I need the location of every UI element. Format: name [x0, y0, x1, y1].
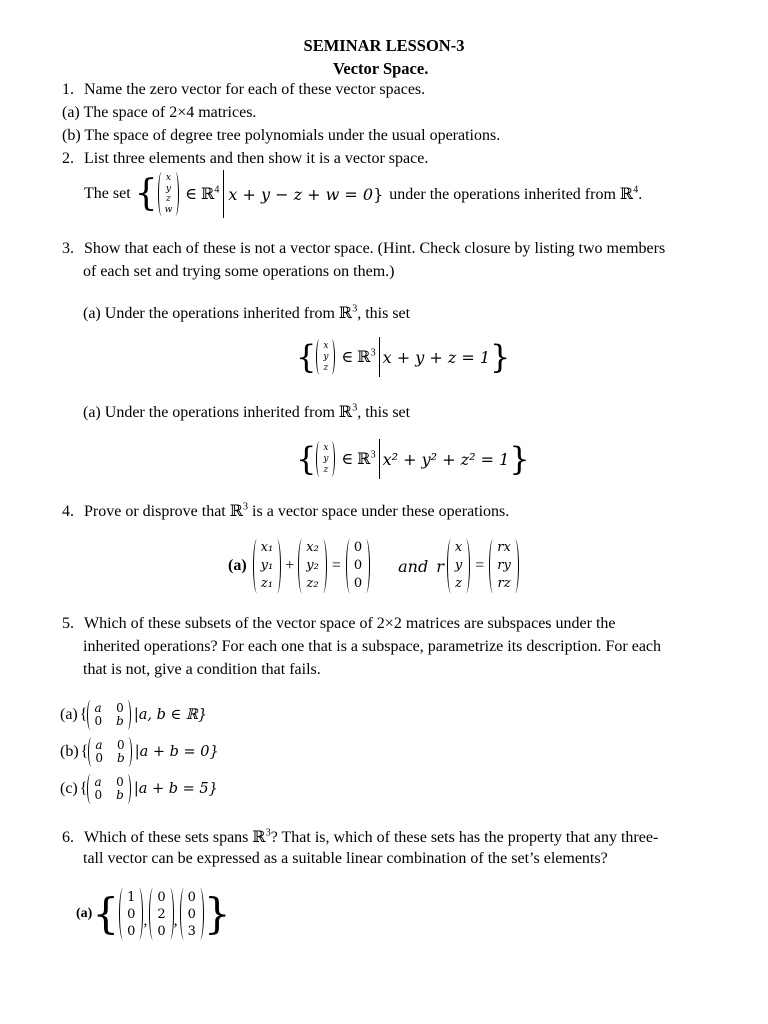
- matrix-entry: 0: [116, 775, 124, 790]
- member-symbol: ∈ ℝ: [341, 349, 371, 366]
- comma: ,: [143, 912, 148, 929]
- question-number: 6.: [62, 829, 74, 846]
- vector-entry: w: [164, 204, 173, 215]
- left-brace: {: [79, 706, 88, 723]
- part-tail: , this set: [357, 404, 411, 421]
- text-post: is a vector space under these operations.: [248, 503, 510, 520]
- question-text: [84, 829, 658, 846]
- part-label: (a) Under the operations inherited from ℝ: [83, 404, 353, 421]
- and-word: and: [398, 556, 429, 576]
- vector-entry: 3: [187, 923, 196, 939]
- membership: [185, 184, 219, 204]
- part-tail: , this set: [357, 305, 411, 322]
- item-condition: |a + b = 0}: [134, 744, 219, 760]
- vector-entry: z₂: [306, 576, 319, 591]
- question-text: Show that each of these is not a vector space. (Hint. Check closure by listing two members: [84, 240, 666, 257]
- comma: ,: [173, 912, 178, 929]
- vector-entry: 0: [157, 923, 166, 939]
- set-suffix: [389, 184, 642, 204]
- vector-entry: 0: [353, 558, 363, 573]
- such-that-bar: [223, 170, 224, 218]
- left-brace: {: [79, 780, 88, 797]
- right-paren: [196, 888, 204, 940]
- left-paren: [119, 888, 127, 940]
- such-that-bar: [379, 337, 380, 377]
- set-prefix: The set: [84, 185, 131, 202]
- vector-3: [455, 539, 462, 593]
- set-condition: x + y + z = 1: [382, 347, 490, 367]
- vector-entry: 0: [353, 540, 363, 555]
- part-exponent: 3: [352, 402, 358, 414]
- right-paren: [273, 539, 281, 593]
- question-4: [62, 501, 509, 521]
- q4-operations: [228, 537, 519, 595]
- member-exponent: 3: [370, 347, 376, 359]
- vector-entry: z: [166, 194, 171, 204]
- member-exponent: 3: [370, 449, 376, 461]
- vector-entry: x: [454, 540, 463, 555]
- suffix-exponent: 4: [633, 184, 639, 196]
- vector-entry: 0: [353, 576, 363, 591]
- text-post: ? That is, which of these sets has the property that any three-: [270, 829, 659, 846]
- text-exponent: 3: [265, 827, 271, 839]
- suffix-text: under the operations inherited from ℝ: [389, 186, 634, 203]
- vector-entry: z: [323, 362, 329, 373]
- vector-1: [127, 889, 135, 940]
- such-that-bar: [379, 439, 380, 479]
- left-brace: {: [80, 743, 89, 760]
- left-brace: {: [134, 173, 158, 214]
- left-paren: [180, 888, 188, 940]
- question-3: [62, 240, 665, 258]
- q6-set-a: [76, 884, 231, 944]
- vector-entry: 0: [187, 906, 196, 922]
- q3a-set: [296, 335, 510, 379]
- matrix-entry: 0: [95, 751, 103, 765]
- left-paren: [87, 774, 94, 804]
- right-paren: [511, 539, 519, 593]
- right-paren: [166, 888, 174, 940]
- question-3a: [83, 303, 410, 323]
- question-3-continued: of each set and trying some operations on them.): [83, 263, 395, 280]
- left-brace: {: [92, 889, 120, 938]
- vector-entry: z₁: [260, 576, 273, 591]
- q3b-set: [296, 437, 530, 481]
- vector-entry: ry: [497, 558, 511, 573]
- right-brace: }: [373, 184, 384, 204]
- question-number: 2.: [62, 150, 74, 167]
- item-condition: |a, b ∈ ℝ}: [133, 707, 208, 723]
- question-3b: [83, 402, 410, 422]
- left-paren: [88, 737, 95, 767]
- question-text: Name the zero vector for each of these vector spaces.: [84, 81, 426, 98]
- question-5: [62, 615, 616, 633]
- question-number: 5.: [62, 615, 74, 632]
- left-brace: {: [296, 440, 317, 478]
- matrix-entry: 0: [116, 701, 124, 716]
- plus-sign: +: [285, 557, 295, 574]
- vector-2: [306, 539, 319, 593]
- matrix-entry: a: [94, 701, 102, 716]
- part-label: (a) Under the operations inherited from ℝ: [83, 305, 353, 322]
- vector-entry: y₁: [260, 558, 274, 573]
- vector-entry: y: [323, 351, 329, 362]
- right-brace: }: [203, 889, 231, 938]
- question-5-line-3: that is not, give a condition that fails.: [83, 661, 321, 678]
- zero-vector: [354, 539, 362, 593]
- right-paren: [362, 539, 370, 593]
- set-condition: x² + y² + z² = 1: [382, 449, 510, 469]
- right-paren: [328, 339, 335, 375]
- matrix-entry: 0: [94, 714, 103, 728]
- left-paren: [489, 539, 497, 593]
- question-number: 1.: [62, 81, 74, 98]
- left-paren: [447, 539, 455, 593]
- vector-entry: z: [455, 576, 462, 591]
- vector-entry: y₂: [306, 558, 319, 573]
- matrix-entry: b: [116, 714, 124, 728]
- question-text: Which of these subsets of the vector space of 2×2 matrices are subspaces under the: [84, 615, 616, 632]
- item-label: (c): [60, 780, 78, 797]
- right-brace: }: [509, 440, 530, 478]
- vector-entry: x: [323, 340, 329, 351]
- vector-entry: x: [165, 173, 171, 183]
- membership: [341, 449, 375, 469]
- part-label: (a): [76, 906, 93, 921]
- question-text: [84, 503, 509, 520]
- q5-item-c: [60, 771, 218, 807]
- right-paren: [462, 539, 470, 593]
- right-paren: [124, 700, 131, 730]
- equals-sign: =: [331, 557, 341, 574]
- q5-item-b: [60, 734, 219, 770]
- vector-entry: 0: [127, 923, 136, 939]
- page-title: SEMINAR LESSON-3: [303, 36, 465, 55]
- suffix-end: .: [638, 186, 643, 203]
- result-vector: [497, 539, 511, 593]
- matrix: [94, 702, 123, 727]
- vector-entry: rz: [497, 576, 511, 591]
- membership: [341, 347, 375, 367]
- vector-entry: x₂: [306, 540, 319, 555]
- vector-entry: z: [323, 464, 329, 475]
- item-condition: |a + b = 5}: [133, 781, 218, 797]
- question-5-line-2: inherited operations? For each one that is a subspace, parametrize its description. For each: [83, 638, 662, 655]
- left-brace: {: [296, 338, 317, 376]
- question-1a: (a) The space of 2×4 matrices.: [62, 104, 257, 121]
- item-label: (a): [60, 706, 78, 723]
- right-paren: [172, 172, 179, 216]
- page-subtitle: Vector Space.: [333, 59, 429, 78]
- matrix-entry: 0: [117, 738, 125, 753]
- part-exponent: 3: [352, 303, 358, 315]
- right-brace: }: [490, 338, 511, 376]
- question-2: [62, 150, 428, 168]
- left-paren: [346, 539, 354, 593]
- right-paren: [135, 888, 143, 940]
- question-1: [62, 81, 425, 99]
- matrix-entry: a: [94, 775, 102, 790]
- set-condition: x + y − z + w = 0: [228, 184, 374, 204]
- item-label: (b): [60, 743, 79, 760]
- member-symbol: ∈ ℝ: [185, 186, 215, 203]
- vector-entry: y: [165, 183, 171, 194]
- column-vector: [165, 173, 173, 215]
- vector-entry: 0: [187, 889, 196, 905]
- equals-sign: =: [475, 557, 485, 574]
- vector-entry: 0: [157, 889, 166, 905]
- question-1b: (b) The space of degree tree polynomials under the usual operations.: [62, 127, 501, 144]
- left-paren: [253, 539, 261, 593]
- matrix-entry: 0: [94, 788, 103, 802]
- vector-entry: y: [323, 453, 329, 464]
- member-symbol: ∈ ℝ: [341, 451, 371, 468]
- question-text: List three elements and then show it is a vector space.: [84, 150, 429, 167]
- vector-entry: 2: [157, 906, 166, 922]
- vector-entry: rx: [497, 540, 511, 555]
- vector-2: [157, 889, 165, 940]
- matrix: [94, 776, 123, 801]
- question-6-line-2: tall vector can be expressed as a suitable linear combination of the set’s elements?: [83, 850, 608, 867]
- vector-entry: 0: [127, 906, 136, 922]
- question-number: 3.: [62, 240, 74, 257]
- matrix-entry: b: [116, 788, 124, 802]
- vector-entry: 1: [127, 889, 136, 905]
- member-exponent: 4: [214, 184, 220, 196]
- right-paren: [124, 774, 131, 804]
- matrix-entry: b: [117, 751, 125, 765]
- text-pre: Which of these sets spans ℝ: [84, 829, 266, 846]
- question-number: 4.: [62, 503, 74, 520]
- q2-set-expression: [84, 168, 642, 220]
- left-paren: [149, 888, 157, 940]
- vector-3: [188, 889, 196, 940]
- q5-item-a: [60, 697, 207, 733]
- text-exponent: 3: [243, 501, 249, 513]
- question-6: [62, 827, 658, 847]
- vector-entry: x: [323, 442, 329, 453]
- part-label: (a): [228, 557, 247, 574]
- matrix-entry: a: [95, 738, 103, 753]
- vector-entry: x₁: [260, 540, 274, 555]
- right-paren: [319, 539, 327, 593]
- left-paren: [158, 172, 165, 216]
- text-pre: Prove or disprove that ℝ: [84, 503, 244, 520]
- scalar: r: [436, 556, 444, 576]
- left-paren: [87, 700, 94, 730]
- vector-1: [261, 539, 274, 593]
- right-paren: [328, 441, 335, 477]
- vector-entry: y: [454, 558, 463, 573]
- matrix: [95, 739, 124, 764]
- right-paren: [125, 737, 132, 767]
